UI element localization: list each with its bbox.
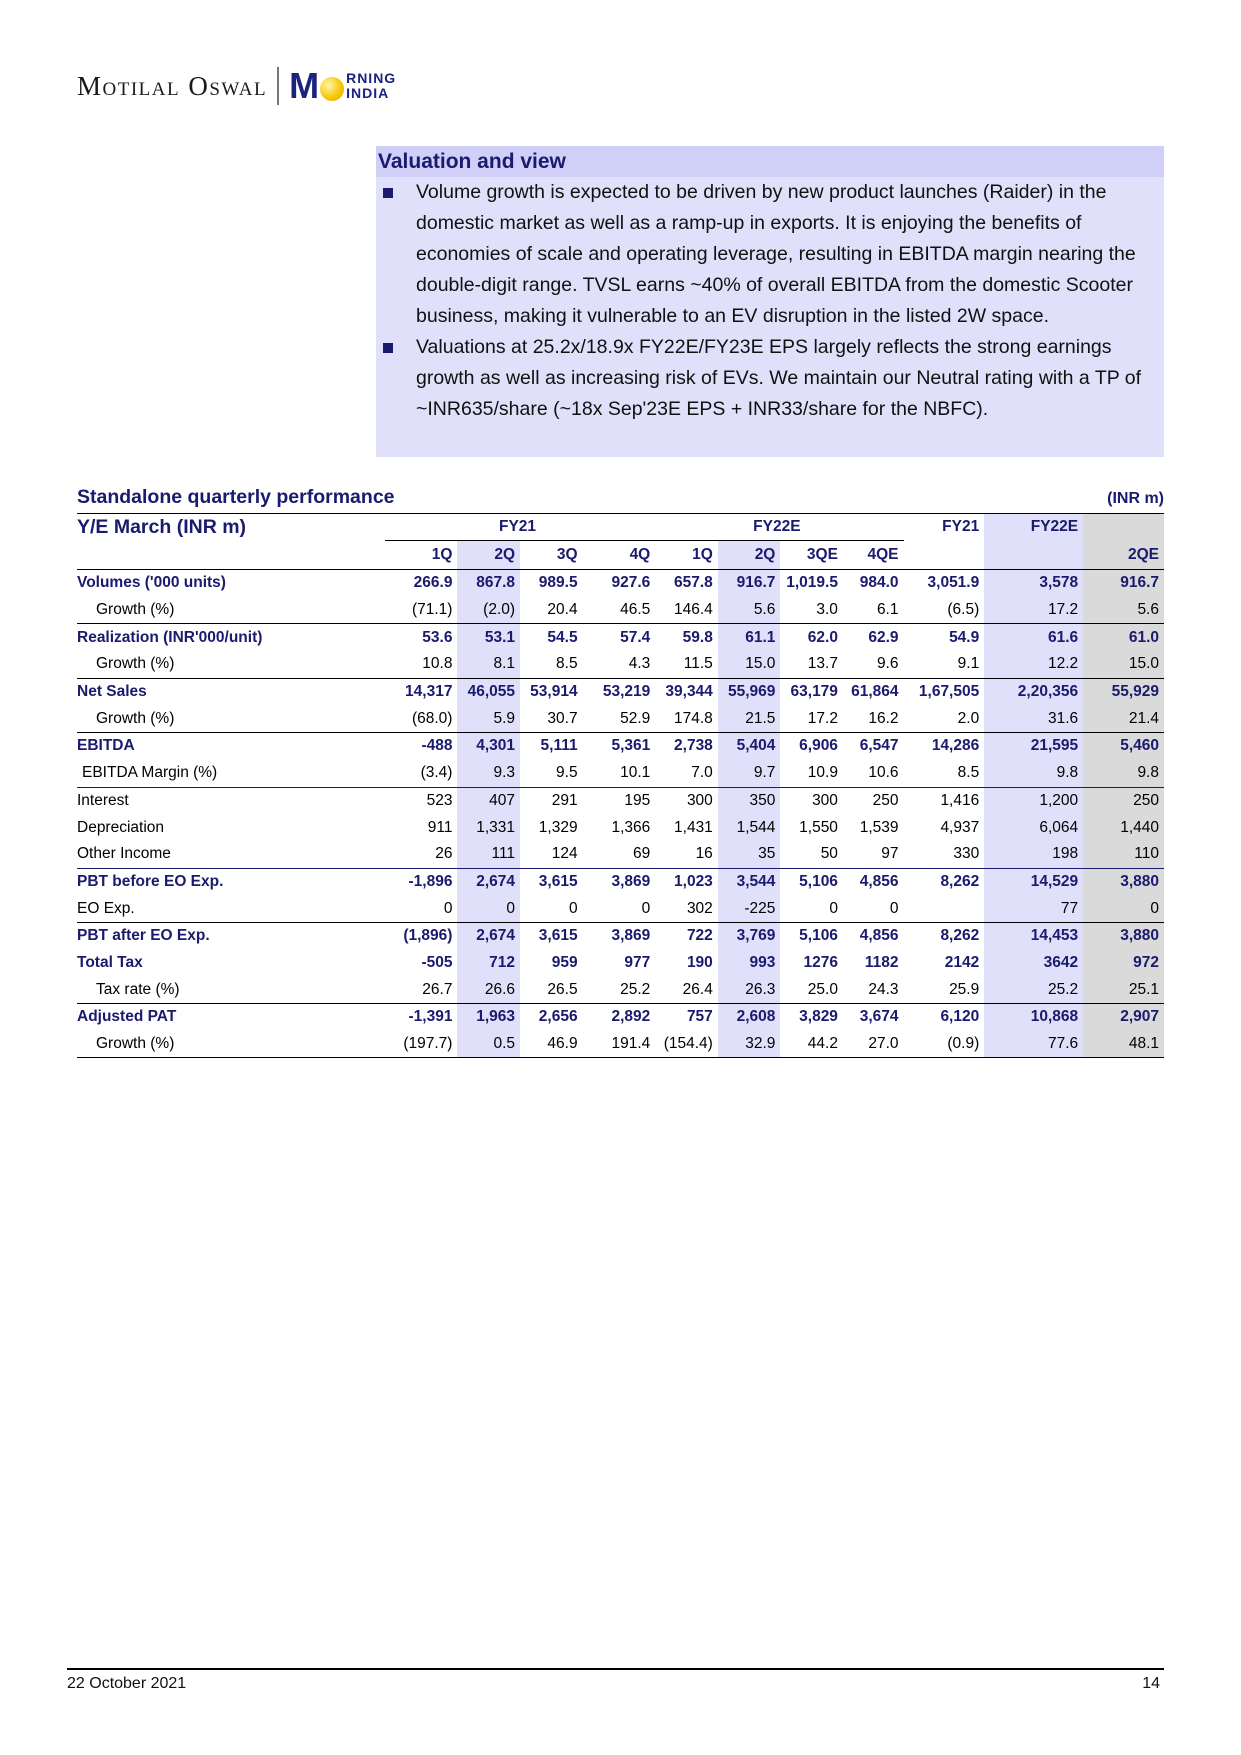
table-cell: -1,391	[385, 1004, 458, 1031]
table-cell: 25.1	[1083, 976, 1164, 1003]
table-row	[77, 733, 1164, 760]
row-label: PBT after EO Exp.	[77, 922, 385, 949]
brand-name: Motilal Oswal	[77, 70, 268, 101]
column-header: 2Q	[718, 541, 781, 570]
table-cell: 5.9	[457, 705, 520, 732]
table-cell: 0	[1083, 895, 1164, 922]
row-label: Growth (%)	[96, 601, 175, 619]
table-cell: 8.1	[457, 651, 520, 678]
table-cell: 3,829	[780, 1004, 843, 1031]
table-cell: 300	[655, 787, 718, 814]
table-cell: 174.8	[674, 709, 713, 727]
table-row	[77, 950, 1164, 977]
table-cell: 61.6	[984, 624, 1083, 651]
quarterly-performance-table	[77, 513, 1164, 1058]
table-row	[77, 678, 1164, 705]
table-cell: 8.5	[957, 764, 980, 782]
table-cell: 69	[633, 845, 651, 863]
table-cell: 8.5	[556, 655, 578, 673]
table-cell: 10.8	[422, 655, 453, 673]
row-label: Tax rate (%)	[96, 980, 180, 998]
table-cell: 21.4	[1083, 705, 1164, 732]
table-cell: 15.0	[718, 651, 781, 678]
table-cell: 15.0	[1083, 651, 1164, 678]
table-cell: 53,219	[583, 678, 656, 705]
table-row	[77, 814, 1164, 841]
table-cell: 77	[984, 895, 1083, 922]
table-cell: (3.4)	[420, 764, 453, 782]
table-cell: 6,547	[843, 733, 904, 760]
valuation-bullet-text: Valuations at 25.2x/18.9x FY22E/FY23E EPS largely reflects the strong earnings growth as well as increasing risk of EVs. We maintain our Neutral rating with a TP of ~INR635/share (~18x Sep'23E EPS + INR33/share for the NBFC).	[416, 336, 1142, 420]
table-cell: 6,906	[780, 733, 843, 760]
table-cell: (0.9)	[904, 1031, 985, 1058]
table-cell: 1182	[864, 953, 899, 971]
table-cell: 191.4	[583, 1031, 656, 1058]
table-cell: 26.5	[547, 980, 578, 998]
table-cell: 3,880	[1083, 868, 1164, 895]
table-cell: 1,431	[674, 818, 713, 836]
row-label: EBITDA	[77, 733, 385, 760]
table-cell: 24.3	[868, 980, 899, 998]
table-cell: 9.3	[457, 760, 520, 787]
table-cell: 55,929	[1083, 678, 1164, 705]
table-cell	[904, 895, 985, 922]
table-cell: 1,440	[1083, 814, 1164, 841]
table-cell: 5,361	[583, 733, 656, 760]
table-cell: 291	[520, 787, 583, 814]
group-fy22e-annual: FY22E	[984, 514, 1083, 541]
column-header: 1Q	[385, 541, 458, 570]
table-cell: 4,856	[843, 868, 904, 895]
table-cell: 722	[655, 922, 718, 949]
table-cell: 6.1	[876, 601, 899, 619]
table-cell: 0	[641, 899, 651, 917]
table-cell: 26.4	[682, 980, 713, 998]
table-cell: (68.0)	[411, 709, 453, 727]
table-cell: 3,578	[984, 570, 1083, 597]
table-cell: 9.5	[556, 764, 578, 782]
table-row	[77, 651, 1164, 678]
table-cell: 9.6	[876, 655, 899, 673]
table-cell: 17.2	[984, 597, 1083, 624]
table-cell: 7.0	[691, 764, 713, 782]
morning-india-text	[346, 71, 396, 101]
table-cell: 48.1	[1083, 1031, 1164, 1058]
table-cell: 1,963	[457, 1004, 520, 1031]
table-row	[77, 597, 1164, 624]
table-row	[77, 1004, 1164, 1031]
table-cell: 30.7	[547, 709, 578, 727]
footer-rule	[67, 1668, 1164, 1670]
table-cell: 6,064	[984, 814, 1083, 841]
table-row	[77, 760, 1164, 787]
row-label: PBT before EO Exp.	[77, 868, 385, 895]
table-cell: 3,674	[843, 1004, 904, 1031]
table-cell: (71.1)	[411, 601, 453, 619]
table-cell: 2142	[944, 953, 980, 971]
table-cell: 2,907	[1083, 1004, 1164, 1031]
table-cell: 8,262	[904, 922, 985, 949]
table-cell: 12.2	[984, 651, 1083, 678]
table-cell: 14,317	[385, 678, 458, 705]
table-cell: 9.8	[984, 760, 1083, 787]
valuation-title: Valuation and view	[376, 146, 1164, 177]
table-cell: 3,869	[583, 868, 656, 895]
table-cell: (1,896)	[385, 922, 458, 949]
column-header: 2Q	[457, 541, 520, 570]
table-cell: 5,460	[1083, 733, 1164, 760]
table-cell: 5,404	[718, 733, 781, 760]
table-cell: 5,111	[520, 733, 583, 760]
table-row	[77, 841, 1164, 868]
table-cell: 1276	[803, 953, 838, 971]
table-cell: 989.5	[538, 574, 578, 592]
row-label: EBITDA Margin (%)	[82, 764, 218, 782]
table-cell: 54.9	[904, 624, 985, 651]
table-cell: 6,120	[904, 1004, 985, 1031]
table-cell: 757	[655, 1004, 718, 1031]
table-cell: 61,864	[843, 678, 904, 705]
table-cell: 46.5	[620, 601, 651, 619]
table-cell: 26	[435, 845, 453, 863]
table-cell: 5.6	[718, 597, 781, 624]
table-cell: 1,366	[611, 818, 651, 836]
morning-india-m: M	[289, 65, 320, 106]
row-label: Volumes ('000 units)	[77, 574, 226, 592]
valuation-bullets	[376, 177, 1164, 425]
table-cell: 3,869	[583, 922, 656, 949]
table-cell: 26.3	[718, 976, 781, 1003]
table-cell: (154.4)	[655, 1031, 718, 1058]
table-cell: -488	[385, 733, 458, 760]
table-cell: 0	[829, 899, 838, 917]
table-cell: 302	[686, 899, 713, 917]
table-cell: 25.2	[984, 976, 1083, 1003]
table-cell: 25.2	[620, 980, 651, 998]
table-cell: 2,674	[457, 922, 520, 949]
table-cell: 44.2	[780, 1031, 843, 1058]
table-cell: 16.2	[868, 709, 899, 727]
table-cell: 16	[695, 845, 713, 863]
table-cell: 1,023	[655, 868, 718, 895]
table-cell: 32.9	[718, 1031, 781, 1058]
table-cell: 993	[718, 950, 781, 977]
table-cell: 110	[1083, 841, 1164, 868]
table-cell: 26.7	[422, 980, 453, 998]
table-row	[77, 895, 1164, 922]
table-cell: 50	[820, 845, 838, 863]
table-cell: -505	[421, 953, 453, 971]
table-cell: 9.1	[957, 655, 980, 673]
table-cell: 1,550	[799, 818, 838, 836]
table-cell: 300	[780, 787, 843, 814]
table-cell: -225	[718, 895, 781, 922]
table-cell: 2,674	[457, 868, 520, 895]
column-header: 1Q	[655, 541, 718, 570]
table-cell: 3,769	[718, 922, 781, 949]
row-label: Growth (%)	[96, 709, 175, 727]
group-fy21-annual: FY21	[904, 514, 985, 541]
table-cell: 4,301	[457, 733, 520, 760]
table-cell: 25.9	[949, 980, 980, 998]
group-fy22e-quarters: FY22E	[655, 514, 903, 541]
table-cell: (6.5)	[947, 601, 980, 619]
table-cell: 2,738	[655, 733, 718, 760]
valuation-bullet	[376, 177, 1164, 332]
table-cell: 55,969	[718, 678, 781, 705]
row-label: Interest	[77, 787, 385, 814]
table-cell: 523	[385, 787, 458, 814]
table-cell: 5,106	[780, 868, 843, 895]
table-cell: 5,106	[780, 922, 843, 949]
row-label: Growth (%)	[96, 655, 175, 673]
table-cell: 10.1	[620, 764, 651, 782]
column-header: 4Q	[583, 541, 656, 570]
table-row	[77, 976, 1164, 1003]
table-cell: 97	[881, 845, 899, 863]
table-cell: 972	[1083, 950, 1164, 977]
table-cell: 57.4	[583, 624, 656, 651]
table-cell: 14,286	[904, 733, 985, 760]
logo-divider	[277, 67, 279, 105]
table-cell: (197.7)	[385, 1031, 458, 1058]
table-cell: 39,344	[655, 678, 718, 705]
table-cell: 250	[1083, 787, 1164, 814]
table-cell: 146.4	[674, 601, 713, 619]
table-cell: 867.8	[457, 570, 520, 597]
motilal-oswal-logo	[77, 66, 396, 106]
column-header: 4QE	[843, 541, 904, 570]
table-cell: 52.9	[620, 709, 651, 727]
square-bullet-icon	[383, 188, 393, 198]
table-cell: 984.0	[859, 574, 899, 592]
table-cell: 190	[686, 953, 713, 971]
table-cell: 20.4	[547, 601, 578, 619]
table-cell: 21.5	[718, 705, 781, 732]
table-cell: 1,329	[538, 818, 578, 836]
table-cell: 0	[443, 899, 453, 917]
row-label: Adjusted PAT	[77, 1004, 385, 1031]
table-cell: 14,529	[984, 868, 1083, 895]
table-cell: 911	[427, 818, 453, 836]
table-cell: 3,615	[520, 868, 583, 895]
table-row	[77, 868, 1164, 895]
valuation-box	[376, 146, 1164, 457]
table-cell: 330	[953, 845, 980, 863]
row-label: Realization (INR'000/unit)	[77, 624, 385, 651]
table-cell: 9.8	[1083, 760, 1164, 787]
table-cell: 2,608	[718, 1004, 781, 1031]
table-cell: 3.0	[816, 601, 838, 619]
table-cell: 407	[457, 787, 520, 814]
table-cell: 13.7	[807, 655, 838, 673]
footer-date: 22 October 2021	[67, 1675, 187, 1692]
page-number: 14	[1142, 1675, 1160, 1692]
table-cell: 2,20,356	[984, 678, 1083, 705]
sun-icon	[320, 77, 344, 101]
table-cell: 31.6	[984, 705, 1083, 732]
table-cell: 53.6	[385, 624, 458, 651]
table-cell: 4.3	[628, 655, 651, 673]
table-cell: 266.9	[413, 574, 453, 592]
table-cell: 11.5	[683, 655, 713, 673]
table-cell: 27.0	[843, 1031, 904, 1058]
column-header: 2QE	[1083, 541, 1164, 570]
table-cell: -1,896	[385, 868, 458, 895]
row-label: EO Exp.	[77, 899, 135, 917]
table-cell: 1,200	[984, 787, 1083, 814]
table-row	[77, 624, 1164, 651]
column-header: 3QE	[780, 541, 843, 570]
row-label: Growth (%)	[77, 1031, 385, 1058]
table-cell: 53,914	[520, 678, 583, 705]
valuation-bullet	[376, 332, 1164, 425]
table-cell: 198	[984, 841, 1083, 868]
table-cell: 9.7	[718, 760, 781, 787]
group-blank	[1083, 514, 1164, 541]
column-header-blank	[77, 541, 385, 570]
table-cell: (2.0)	[457, 597, 520, 624]
logo-line-1: RNING	[346, 70, 397, 86]
table-cell: 977	[624, 953, 651, 971]
table-cell: 916.7	[1083, 570, 1164, 597]
table-cell: 111	[457, 841, 520, 868]
table-cell: 927.6	[611, 574, 651, 592]
table-cell: 195	[583, 787, 656, 814]
table-cell: 10.9	[807, 764, 838, 782]
table-cell: 0	[568, 899, 578, 917]
table-cell: 2.0	[957, 709, 980, 727]
table-row	[77, 922, 1164, 949]
table-cell: 124	[551, 845, 578, 863]
group-header-row	[77, 514, 1164, 541]
table-cell: 0	[457, 895, 520, 922]
logo-line-2: INDIA	[346, 85, 390, 101]
table-cell: 10,868	[984, 1004, 1083, 1031]
table-cell: 1,019.5	[786, 574, 838, 592]
valuation-bullet-text: Volume growth is expected to be driven by new product launches (Raider) in the domestic market as well as a ramp-up in exports. It is enjoying the benefits of economies of scale and operating leverage, resulting in EBITDA margin nearing the double-digit range. TVSL earns ~40% of overall EBITDA from the domestic Scooter business, making it vulnerable to an EV disruption in the listed 2W space.	[416, 181, 1136, 327]
table-cell: 3,051.9	[927, 574, 980, 592]
table-cell: 46,055	[457, 678, 520, 705]
table-cell: 61.1	[718, 624, 781, 651]
table-unit: (INR m)	[1107, 490, 1164, 507]
table-cell: 46.9	[520, 1031, 583, 1058]
table-cell: 25.0	[807, 980, 838, 998]
row-label: Net Sales	[77, 678, 385, 705]
table-row	[77, 1031, 1164, 1058]
table-cell: 250	[843, 787, 904, 814]
table-cell: 1,544	[718, 814, 781, 841]
table-cell: 35	[718, 841, 781, 868]
column-header: 3Q	[520, 541, 583, 570]
column-header	[904, 541, 985, 570]
table-cell: 61.0	[1083, 624, 1164, 651]
column-header-row	[77, 541, 1164, 570]
table-cell: 26.6	[457, 976, 520, 1003]
table-cell: 21,595	[984, 733, 1083, 760]
table-cell: 1,67,505	[904, 678, 985, 705]
column-header	[984, 541, 1083, 570]
table-cell: 14,453	[984, 922, 1083, 949]
table-cell: 62.9	[843, 624, 904, 651]
row-label: Other Income	[77, 845, 171, 863]
table-cell: 3,880	[1083, 922, 1164, 949]
row-label: Depreciation	[77, 818, 165, 836]
table-cell: 657.8	[674, 574, 713, 592]
table-cell: 3642	[984, 950, 1083, 977]
table-cell: 53.1	[457, 624, 520, 651]
row-header-label: Y/E March (INR m)	[77, 514, 385, 541]
table-cell: 1,331	[457, 814, 520, 841]
table-cell: 959	[551, 953, 578, 971]
table-cell: 62.0	[780, 624, 843, 651]
group-fy21-quarters: FY21	[385, 514, 655, 541]
table-cell: 8,262	[904, 868, 985, 895]
row-label: Total Tax	[77, 953, 143, 971]
table-cell: 4,856	[843, 922, 904, 949]
table-cell: 54.5	[520, 624, 583, 651]
table-cell: 4,937	[940, 818, 980, 836]
table-cell: 3,544	[718, 868, 781, 895]
table-cell: 0	[889, 899, 899, 917]
table-cell: 10.6	[868, 764, 899, 782]
table-cell: 916.7	[718, 570, 781, 597]
table-row	[77, 705, 1164, 732]
table-cell: 350	[718, 787, 781, 814]
table-cell: 712	[457, 950, 520, 977]
table-cell: 3,615	[520, 922, 583, 949]
table-title: Standalone quarterly performance	[77, 486, 395, 508]
table-cell: 77.6	[984, 1031, 1083, 1058]
table-cell: 1,416	[904, 787, 985, 814]
table-cell: 59.8	[655, 624, 718, 651]
table-row	[77, 787, 1164, 814]
table-cell: 1,539	[859, 818, 899, 836]
table-cell: 2,892	[583, 1004, 656, 1031]
table-cell: 17.2	[807, 709, 838, 727]
table-row	[77, 570, 1164, 597]
table-cell: 2,656	[520, 1004, 583, 1031]
square-bullet-icon	[383, 343, 393, 353]
table-cell: 0.5	[457, 1031, 520, 1058]
table-cell: 63,179	[780, 678, 843, 705]
table-cell: 5.6	[1083, 597, 1164, 624]
